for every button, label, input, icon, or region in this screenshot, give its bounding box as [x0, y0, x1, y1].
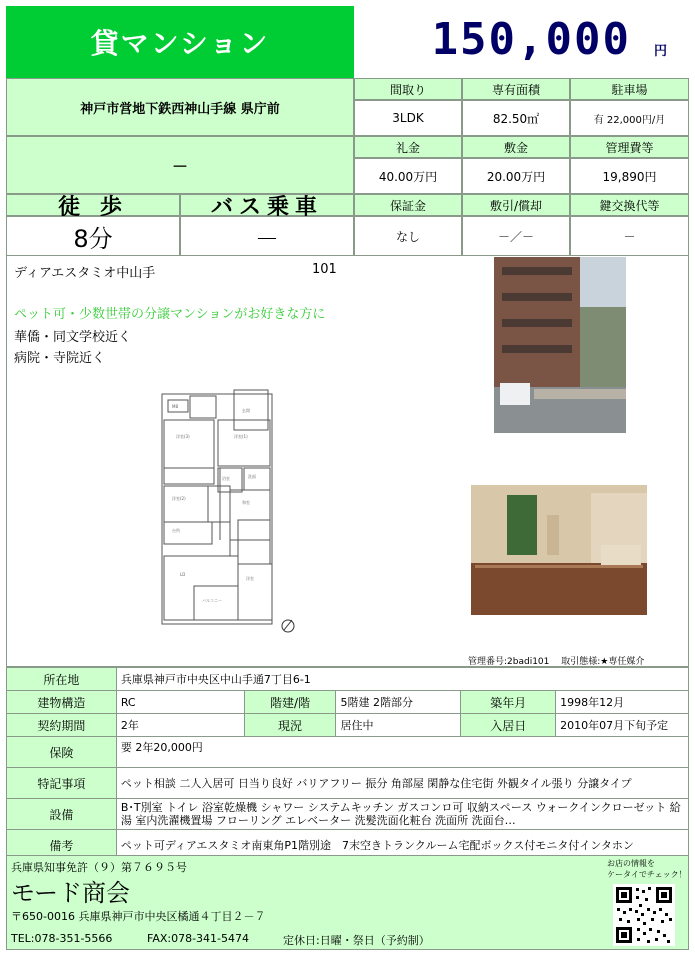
qr-note-1: お店の情報を: [607, 859, 655, 868]
station-sub-cell: [6, 136, 354, 194]
spec-header-label: 礼金: [395, 140, 420, 155]
address-value: 兵庫県神戸市中央区中山手通7丁目6-1: [116, 668, 688, 691]
floor-label: 階建/階: [244, 691, 336, 714]
table-row: [7, 691, 689, 714]
bus-value-cell: [180, 216, 354, 256]
property-type-banner: [6, 6, 354, 78]
bus-label: バス乗車: [210, 194, 323, 220]
svg-text:バルコニー: バルコニー: [202, 598, 222, 603]
qr-code-icon[interactable]: [613, 884, 675, 946]
movein-value: 2010年07月下旬予定: [556, 714, 689, 737]
spec-header-label: 保証金: [389, 198, 426, 213]
table-row: [7, 737, 689, 768]
svg-text:台所: 台所: [172, 528, 180, 533]
company-address: 〒650-0016 兵庫県神戸市中央区橘通４丁目２－７: [11, 910, 266, 923]
key-money-value: 40.00万円: [378, 169, 438, 184]
status-value: 居住中: [336, 714, 461, 737]
exterior-photo: [494, 257, 626, 433]
insurance-value: 要 2年20,000円: [116, 737, 688, 768]
area-value: 82.50㎡: [492, 111, 540, 126]
spec-value: [570, 158, 689, 194]
company-name: モード商会: [11, 879, 131, 907]
equipment-label: 設備: [7, 799, 117, 830]
svg-text:LD: LD: [180, 572, 186, 577]
details-table: [6, 667, 689, 861]
walk-label-cell: [6, 194, 180, 220]
license-number: 兵庫県知事免許（９）第７６９５号: [11, 861, 187, 874]
table-row: [7, 768, 689, 799]
svg-text:洋室(2): 洋室(2): [172, 496, 186, 501]
qr-note-2: ケータイでチェック！: [607, 870, 687, 879]
key-exchange-value: －: [623, 229, 636, 244]
spec-header: [570, 78, 689, 100]
guarantee-value: なし: [395, 229, 420, 244]
spec-header: [354, 136, 462, 158]
catch-copy: ペット可・少数世帯の分譲マンションがお好きな方に: [14, 307, 326, 322]
structure-value: RC: [116, 691, 244, 714]
spec-header: [570, 194, 689, 216]
spec-header-label: 間取り: [389, 82, 426, 97]
spec-header: [354, 78, 462, 100]
spec-header-label: 敷金: [503, 140, 528, 155]
spec-value: [462, 100, 570, 136]
company-tel: TEL:078-351-5566: [11, 932, 113, 945]
contract-label: 契約期間: [7, 714, 117, 737]
spec-value: [462, 158, 570, 194]
floor-plan-image: [150, 380, 310, 640]
svg-text:MB: MB: [172, 404, 179, 409]
room-number: 101: [312, 262, 337, 277]
property-type: 貸マンション: [90, 27, 270, 60]
bus-value: －: [255, 224, 279, 253]
spec-value: [570, 100, 689, 136]
management-fee-value: 19,890円: [602, 169, 657, 184]
spec-value: [354, 100, 462, 136]
spec-header: [462, 194, 570, 216]
floor-value: 5階建 2階部分: [336, 691, 461, 714]
address-label: 所在地: [7, 668, 117, 691]
svg-text:洋室(3): 洋室(3): [176, 434, 190, 439]
svg-text:和室: 和室: [242, 500, 250, 505]
features-label: 特記事項: [7, 768, 117, 799]
built-label: 築年月: [461, 691, 556, 714]
spec-header-label: 専有面積: [491, 82, 540, 97]
contract-value: 2年: [116, 714, 244, 737]
photo-caption: 管理番号:2badi101 取引態様:★専任媒介: [468, 657, 645, 667]
note-line: 病院・寺院近く: [14, 351, 106, 366]
svg-text:洗面: 洗面: [248, 474, 256, 479]
table-row: [7, 799, 689, 830]
rent-unit: 円: [653, 44, 667, 59]
spec-header: [462, 136, 570, 158]
parking-value: 有 22,000円/月: [593, 114, 666, 126]
spec-header-label: 駐車場: [611, 82, 648, 97]
spec-header-label: 管理費等: [605, 140, 654, 155]
spec-header: [462, 78, 570, 100]
svg-text:玄関: 玄関: [242, 408, 250, 413]
features-value: ペット相談 二人入居可 日当り良好 バリアフリー 振分 角部屋 閑静な住宅街 外観タイル張り 分譲タイプ: [116, 768, 688, 799]
remarks-value: ペット可ディアエスタミオ南東角P1階別途 7末空きトランクルーム宅配ボックス付モニタ付インタホン: [116, 830, 688, 861]
note-line: 華僑・同文学校近く: [14, 330, 132, 345]
deposit-value: 20.00万円: [486, 169, 546, 184]
building-name: ディアエスタミオ中山手: [14, 266, 156, 281]
walk-value: 8分: [73, 224, 113, 253]
walk-label: 徒 歩: [58, 194, 128, 220]
svg-text:洋室: 洋室: [246, 576, 254, 581]
spec-value: [354, 158, 462, 194]
rent-box: [354, 6, 689, 78]
station-sub-text: －: [171, 156, 188, 176]
spec-value: [570, 216, 689, 256]
walk-value-cell: [6, 216, 180, 256]
insurance-label: 保険: [7, 737, 117, 768]
business-holiday: 定休日:日曜・祭日（予約制）: [283, 934, 430, 947]
station-text: 神戸市営地下鉄西神山手線 県庁前: [80, 101, 280, 117]
agent-footer: [6, 855, 689, 950]
equipment-value: B･T別室 トイレ 浴室乾燥機 シャワー システムキッチン ガスコンロ可 収納スペース ウォークインクローゼット 給湯 室内洗濯機置場 フローリング エレベーター 洗髪洗面化粧台 洗面所 洗面台…: [116, 799, 688, 830]
movein-label: 入居日: [461, 714, 556, 737]
spec-value: [462, 216, 570, 256]
spec-value: [354, 216, 462, 256]
built-value: 1998年12月: [556, 691, 689, 714]
table-row: [7, 668, 689, 691]
table-row: [7, 714, 689, 737]
remarks-label: 備考: [7, 830, 117, 861]
station-cell: [6, 78, 354, 136]
spec-header-label: 鍵交換代等: [599, 198, 660, 213]
interior-photo: [471, 485, 647, 615]
company-fax: FAX:078-341-5474: [147, 932, 250, 945]
layout-value: 3LDK: [392, 111, 424, 125]
rent-value: 150,000: [431, 14, 631, 65]
svg-text:浴室: 浴室: [222, 476, 230, 481]
bus-label-cell: [180, 194, 354, 220]
structure-label: 建物構造: [7, 691, 117, 714]
deduction-value: －／－: [497, 229, 534, 244]
spec-header-label: 敷引/償却: [489, 198, 543, 213]
status-label: 現況: [244, 714, 336, 737]
spec-header: [354, 194, 462, 216]
spec-header: [570, 136, 689, 158]
svg-text:洋室(1): 洋室(1): [234, 434, 248, 439]
